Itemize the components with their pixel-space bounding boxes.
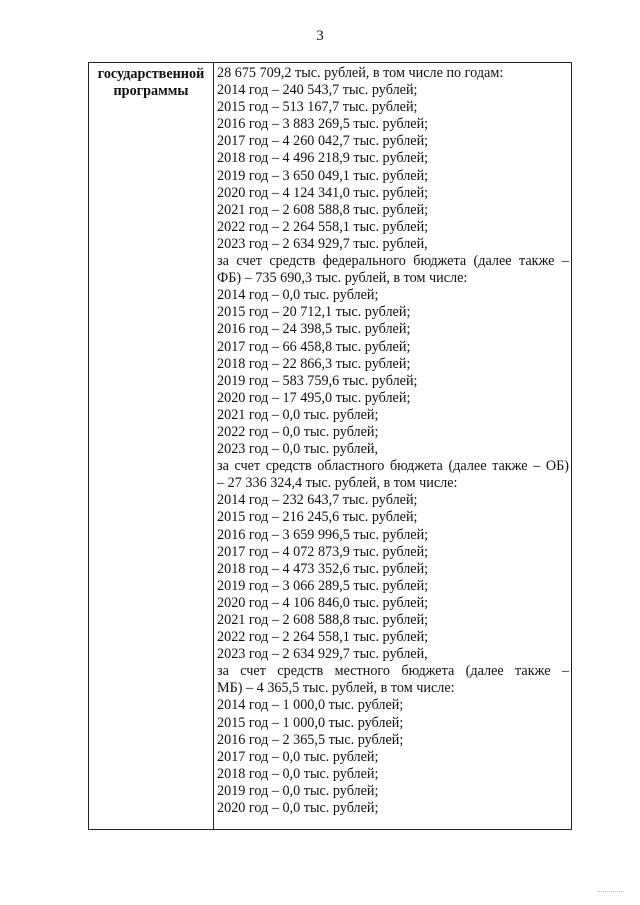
funding-line: за счет средств федерального бюджета (далее также – <box>217 253 569 270</box>
column-divider <box>213 63 214 829</box>
funding-table <box>88 62 572 830</box>
funding-line: – 27 336 324,4 тыс. рублей, в том числе: <box>217 475 458 492</box>
funding-line: 2020 год – 0,0 тыс. рублей; <box>217 800 379 817</box>
funding-line: 2014 год – 1 000,0 тыс. рублей; <box>217 697 404 714</box>
funding-line: 2015 год – 513 167,7 тыс. рублей; <box>217 99 418 116</box>
funding-line: 2020 год – 17 495,0 тыс. рублей; <box>217 389 411 406</box>
funding-line: 2018 год – 4 496 218,9 тыс. рублей; <box>217 150 429 167</box>
funding-line: 2023 год – 0,0 тыс. рублей, <box>217 441 379 458</box>
funding-line: 2017 год – 66 458,8 тыс. рублей; <box>217 338 411 355</box>
funding-line: 2018 год – 0,0 тыс. рублей; <box>217 765 379 782</box>
funding-line: 2022 год – 0,0 тыс. рублей; <box>217 423 379 440</box>
funding-line: ФБ) – 735 690,3 тыс. рублей, в том числе: <box>217 270 468 287</box>
funding-line: 2019 год – 0,0 тыс. рублей; <box>217 782 379 799</box>
funding-line: 2015 год – 20 712,1 тыс. рублей; <box>217 304 411 321</box>
funding-line: 2016 год – 3 659 996,5 тыс. рублей; <box>217 526 429 543</box>
row-label-cell <box>89 66 213 101</box>
funding-line: 2021 год – 0,0 тыс. рублей; <box>217 406 379 423</box>
funding-line: 2019 год – 3 066 289,5 тыс. рублей; <box>217 577 429 594</box>
funding-line: 2022 год – 2 264 558,1 тыс. рублей; <box>217 218 429 235</box>
funding-line: 2021 год – 2 608 588,8 тыс. рублей; <box>217 612 429 628</box>
funding-line: 2017 год – 4 072 873,9 тыс. рублей; <box>217 543 429 560</box>
funding-line: 2018 год – 22 866,3 тыс. рублей; <box>217 355 411 372</box>
funding-line: за счет средств областного бюджета (далее также – ОБ) <box>217 458 569 475</box>
funding-line: 2023 год – 2 634 929,7 тыс. рублей, <box>217 235 428 252</box>
funding-line: 2014 год – 0,0 тыс. рублей; <box>217 287 379 304</box>
funding-line: 2021 год – 2 608 588,8 тыс. рублей; <box>217 201 429 218</box>
funding-line: 2018 год – 4 473 352,6 тыс. рублей; <box>217 560 429 577</box>
funding-line: 2015 год – 216 245,6 тыс. рублей; <box>217 509 418 526</box>
funding-line: 2014 год – 240 543,7 тыс. рублей; <box>217 82 418 99</box>
funding-line: 28 675 709,2 тыс. рублей, в том числе по годам: <box>217 65 504 81</box>
funding-line: 2016 год – 3 883 269,5 тыс. рублей; <box>217 116 429 133</box>
row-label-line: программы <box>113 83 189 100</box>
funding-line: 2016 год – 24 398,5 тыс. рублей; <box>217 321 411 338</box>
funding-line: 2019 год – 583 759,6 тыс. рублей; <box>217 372 418 389</box>
funding-line: 2020 год – 4 106 846,0 тыс. рублей; <box>217 594 429 611</box>
funding-line: 2017 год – 4 260 042,7 тыс. рублей; <box>217 133 429 150</box>
funding-line: 2020 год – 4 124 341,0 тыс. рублей; <box>217 184 429 201</box>
funding-line: 2014 год – 232 643,7 тыс. рублей; <box>217 492 418 509</box>
funding-details-cell <box>217 65 569 817</box>
funding-line: МБ) – 4 365,5 тыс. рублей, в том числе: <box>217 680 455 697</box>
funding-line: 2016 год – 2 365,5 тыс. рублей; <box>217 731 404 748</box>
funding-line: 2019 год – 3 650 049,1 тыс. рублей; <box>217 167 429 184</box>
row-label-line: государственной <box>97 66 205 82</box>
page-number: 3 <box>316 28 324 44</box>
funding-line: за счет средств местного бюджета (далее также – <box>217 663 569 680</box>
funding-line: 2015 год – 1 000,0 тыс. рублей; <box>217 714 404 731</box>
scan-mark <box>598 891 624 898</box>
funding-line: 2017 год – 0,0 тыс. рублей; <box>217 748 379 765</box>
funding-line: 2023 год – 2 634 929,7 тыс. рублей, <box>217 646 428 663</box>
funding-line: 2022 год – 2 264 558,1 тыс. рублей; <box>217 629 429 646</box>
